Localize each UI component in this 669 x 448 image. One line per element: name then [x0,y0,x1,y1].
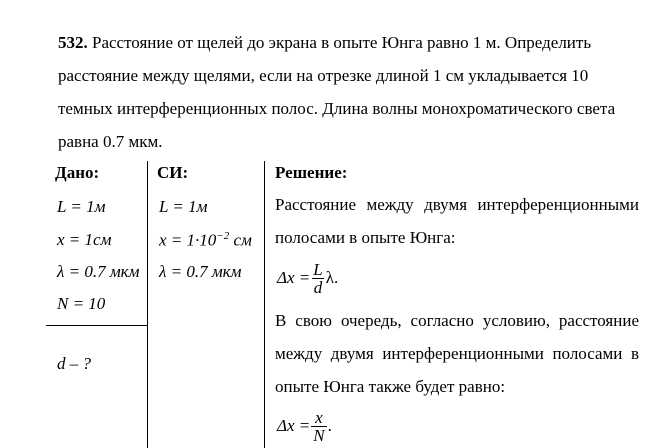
formula-2-fraction [311,409,326,444]
given-x: x = 1см [57,230,112,249]
divider-si-solution [264,161,265,448]
si-x-exponent: −2 [216,230,230,242]
formula-1-tail: λ. [325,268,339,287]
solution-p2-line1: В свою очередь, согласно условию, расстояние [275,311,639,330]
solution-p2-line2: между двумя интерференционными полосами в [275,344,639,363]
formula-2-tail: . [327,416,332,435]
formula-2 [277,404,332,448]
header-given: Дано: [55,163,100,182]
problem-line-4: равна 0.7 мкм. [58,132,163,151]
problem-statement [58,26,640,158]
formula-1-fraction [311,261,324,296]
solution-p2-line3: опыте Юнга также будет равно: [275,377,506,396]
problem-line-3: темных интерференционных полос. Длина волны монохроматического света [58,99,616,118]
given-N: N = 10 [57,294,106,313]
divider-given-find [46,325,147,326]
formula-1-numerator: L [313,259,323,279]
formula-1-denominator: d [313,277,323,297]
problem-line-2: расстояние между щелями, если на отрезке длиной 1 см укладывается 10 [58,66,589,85]
given-find-d: d – ? [57,354,91,373]
si-lambda: λ = 0.7 мкм [159,262,242,281]
problem-number: 532. [58,33,88,52]
formula-2-denominator: N [313,425,325,445]
header-solution: Решение: [275,163,348,182]
solution-p1-line2: полосами в опыте Юнга: [275,228,456,247]
si-L: L = 1м [159,197,208,216]
header-si: СИ: [157,163,189,182]
solution-p1-line1: Расстояние между двумя интерференционными [275,195,639,214]
divider-given-si [147,161,148,448]
formula-2-numerator: x [315,407,323,427]
given-L: L = 1м [57,197,106,216]
formula-1-lhs: Δx = [277,268,311,287]
formula-1 [277,256,338,300]
formula-2-lhs: Δx = [277,416,311,435]
si-x: $x = 1\cdot 10^{-2}$ см [159,230,252,250]
given-lambda: λ = 0.7 мкм [57,262,140,281]
problem-line-1: 532. Расстояние от щелей до экрана в опыте Юнга равно 1 м. Определить [58,33,592,52]
